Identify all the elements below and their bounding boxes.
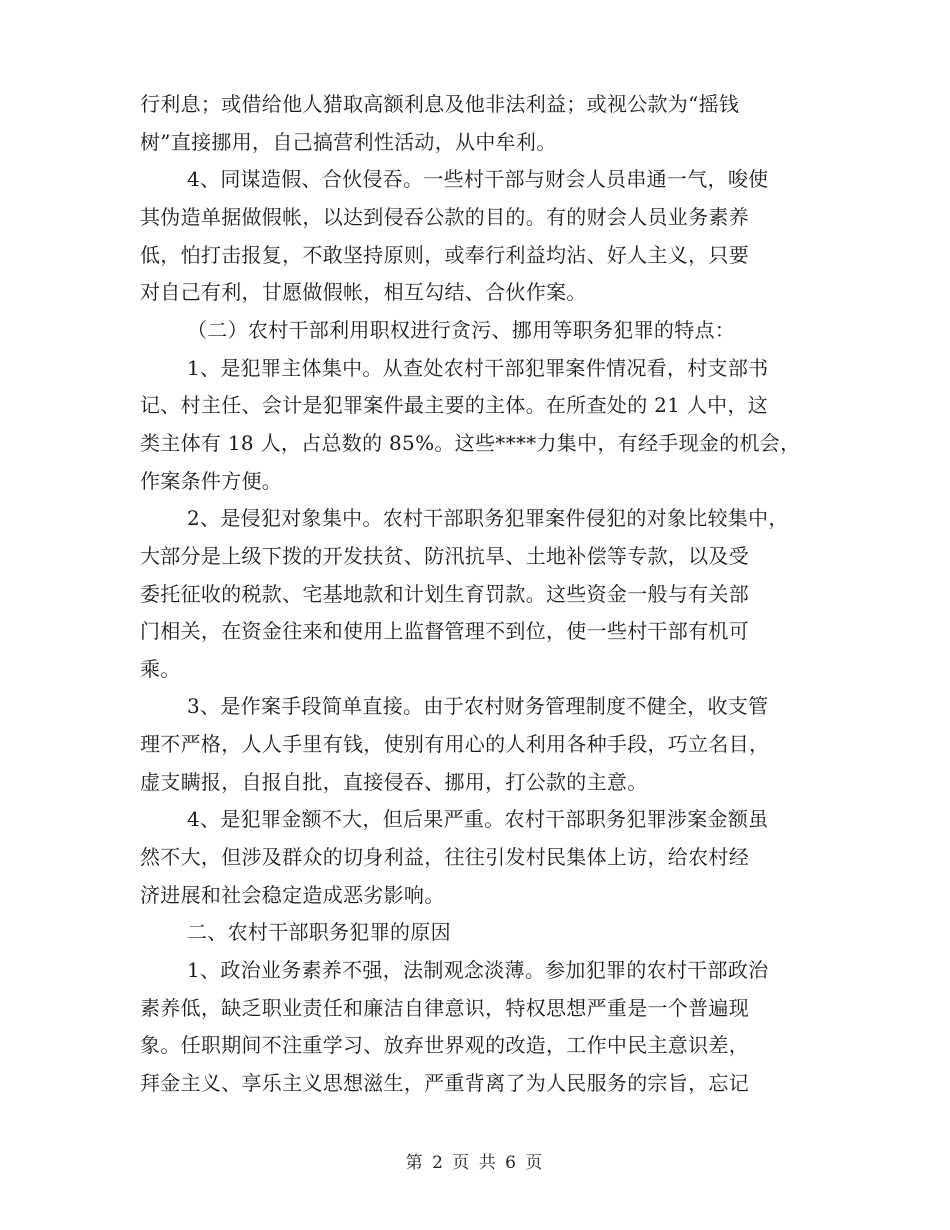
text-line: 虚支瞒报，自报自批，直接侵吞、挪用，打公款的主意。: [140, 770, 648, 794]
text-line: 作案条件方便。: [140, 469, 283, 493]
text-line: 树”直接挪用，自己搞营利性活动，从中牟利。: [140, 130, 557, 154]
page-number-footer: 第 2 页 共 6 页: [405, 1153, 545, 1173]
text-line: 门相关，在资金往来和使用上监督管理不到位，使一些村干部有机可: [140, 619, 749, 643]
text-line: 拜金主义、享乐主义思想滋生，严重背离了为人民服务的宗旨，忘记: [140, 1071, 749, 1095]
text-line: 素养低，缺乏职业责任和廉洁自律意识，特权思想严重是一个普遍现: [140, 996, 749, 1020]
text-line: 类主体有 18 人，占总数的 85%。这些****力集中，有经手现金的机会，: [140, 431, 801, 455]
text-line: 济进展和社会稳定造成恶劣影响。: [140, 883, 445, 907]
text-line: 委托征收的税款、宅基地款和计划生育罚款。这些资金一般与有关部: [140, 582, 749, 606]
section-heading: （二）农村干部利用职权进行贪污、挪用等职务犯罪的特点：: [187, 318, 736, 342]
text-line: 记、村主任、会计是犯罪案件最主要的主体。在所查处的 21 人中，这: [140, 393, 769, 417]
text-line: 低，怕打击报复，不敢坚持原则，或奉行利益均沾、好人主义，只要: [140, 243, 749, 267]
text-line: 其伪造单据做假帐，以达到侵吞公款的目的。有的财会人员业务素养: [140, 205, 749, 229]
text-line: 1、政治业务素养不强，法制观念淡薄。参加犯罪的农村干部政治: [187, 958, 769, 982]
text-line: 理不严格，人人手里有钱，使别有用心的人利用各种手段，巧立名目，: [140, 732, 770, 756]
text-line: 然不大，但涉及群众的切身利益，往往引发村民集体上访，给农村经: [140, 845, 749, 869]
section-heading: 二、农村干部职务犯罪的原因: [187, 920, 451, 944]
text-line: 1、是犯罪主体集中。从查处农村干部犯罪案件情况看，村支部书: [187, 356, 769, 380]
text-line: 乘。: [140, 657, 181, 681]
text-line: 大部分是上级下拨的开发扶贫、防汛抗旱、土地补偿等专款，以及受: [140, 544, 749, 568]
text-line: 象。任职期间不注重学习、放弃世界观的改造，工作中民主意识差，: [140, 1033, 749, 1057]
text-line: 2、是侵犯对象集中。农村干部职务犯罪案件侵犯的对象比较集中，: [187, 506, 789, 530]
text-line: 4、同谋造假、合伙侵吞。一些村干部与财会人员串通一气，唆使: [187, 167, 769, 191]
text-line: 3、是作案手段简单直接。由于农村财务管理制度不健全，收支管: [187, 694, 769, 718]
text-line: 行利息；或借给他人猎取高额利息及他非法利益；或视公款为“摇钱: [140, 92, 740, 116]
text-line: 4、是犯罪金额不大，但后果严重。农村干部职务犯罪涉案金额虽: [187, 807, 769, 831]
text-line: 对自己有利，甘愿做假帐，相互勾结、合伙作案。: [140, 280, 587, 304]
